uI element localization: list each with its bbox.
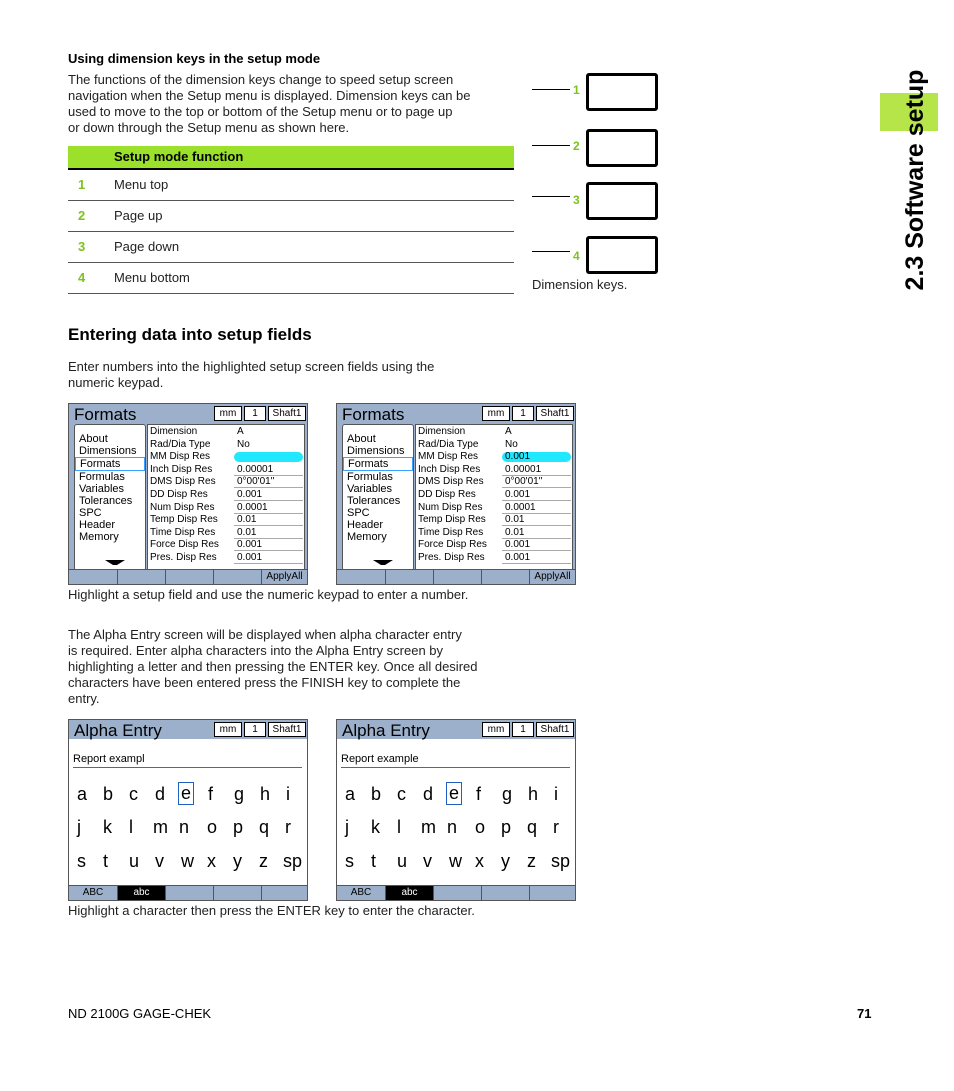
field-label: Force Disp Res (150, 539, 219, 551)
table-header (68, 146, 514, 170)
paragraph-line: is required. Enter alpha characters into the Alpha Entry screen by (68, 643, 444, 658)
paragraph-line: navigation when the Setup menu is displayed. Dimension keys can be (68, 88, 471, 103)
alpha-entry-caption: Highlight a character then press the ENTER key to enter the character. (68, 903, 475, 918)
letter-key[interactable]: v (423, 851, 432, 871)
menu-item[interactable]: Tolerances (347, 495, 401, 507)
key-number: 4 (573, 249, 580, 263)
number-badge: 1 (244, 406, 266, 421)
field-value[interactable]: 0.001 (234, 553, 303, 564)
letter-key[interactable]: m (153, 817, 168, 837)
field-value[interactable]: 0.00001 (234, 465, 303, 476)
number-badge: 1 (512, 406, 534, 421)
key-number: 3 (573, 193, 580, 207)
uppercase-softkey[interactable]: ABC (337, 886, 386, 900)
letter-key-highlighted[interactable]: e (446, 782, 462, 805)
letter-key[interactable]: r (285, 817, 291, 837)
paragraph-line: characters have been entered press the FINISH key to complete the (68, 675, 461, 690)
field-value-highlighted[interactable]: 0.001 (502, 452, 571, 462)
field-label: Num Disp Res (150, 501, 215, 513)
field-label: Pres. Disp Res (418, 551, 485, 563)
screen-title: Alpha Entry (342, 721, 430, 740)
field-value[interactable]: A (237, 426, 244, 437)
field-value-highlighted[interactable] (234, 452, 303, 462)
alpha-text-field[interactable]: Report example (341, 753, 570, 768)
alpha-entry-paragraph (68, 627, 518, 707)
menu-item[interactable]: Formulas (79, 471, 125, 483)
row-function: Page up (114, 208, 163, 223)
letter-key[interactable]: m (421, 817, 436, 837)
field-label: Rad/Dia Type (418, 438, 479, 450)
units-badge: mm (214, 406, 242, 421)
space-key[interactable]: sp (283, 851, 303, 871)
scroll-down-arrow-icon[interactable] (105, 560, 125, 565)
lowercase-softkey[interactable]: abc (386, 886, 434, 900)
letter-key[interactable]: x (207, 851, 216, 871)
key-pointer-line (532, 89, 570, 90)
letter-key[interactable]: a (345, 784, 356, 804)
paragraph-line: entry. (68, 691, 100, 706)
units-badge: mm (482, 406, 510, 421)
menu-item[interactable]: Header (79, 519, 116, 531)
dimension-keys-heading: Using dimension keys in the setup mode (68, 51, 321, 66)
softkey[interactable] (482, 570, 530, 584)
field-label: DD Disp Res (418, 488, 476, 500)
units-badge: mm (214, 722, 242, 737)
menu-item[interactable]: Variables (347, 483, 393, 495)
letter-key[interactable]: z (527, 851, 536, 871)
letter-key[interactable]: o (207, 817, 218, 837)
field-value[interactable]: No (237, 438, 250, 450)
row-number: 3 (78, 239, 86, 254)
apply-all-softkey[interactable]: ApplyAll (534, 571, 571, 582)
softkey[interactable] (166, 570, 214, 584)
letter-key[interactable]: y (233, 851, 242, 871)
row-number: 2 (78, 208, 86, 223)
field-value[interactable]: 0.001 (234, 490, 303, 501)
key-number: 2 (573, 139, 580, 153)
letter-key[interactable]: s (345, 851, 354, 871)
setup-menu (342, 424, 414, 571)
field-value[interactable]: No (505, 438, 518, 450)
setup-menu (74, 424, 146, 571)
footer-doc-title: ND 2100G GAGE-CHEK (68, 1006, 212, 1021)
paragraph-line: The Alpha Entry screen will be displayed when alpha character entry (68, 627, 462, 642)
letter-key[interactable]: s (77, 851, 86, 871)
softkey[interactable] (214, 886, 262, 900)
paragraph-line: numeric keypad. (68, 375, 164, 390)
softkey[interactable] (262, 886, 307, 900)
table-row (68, 170, 514, 201)
letter-key[interactable]: t (103, 851, 109, 871)
shaft-badge: Shaft1 (536, 406, 574, 421)
formats-caption: Highlight a setup field and use the numeric keypad to enter a number. (68, 587, 469, 602)
alpha-entry-screen-right (336, 719, 576, 901)
field-label: MM Disp Res (418, 451, 479, 463)
field-label: Pres. Disp Res (150, 551, 217, 563)
field-label: Dimension (418, 426, 466, 437)
screen-title: Formats (342, 405, 405, 424)
dimension-keys-caption: Dimension keys. (532, 277, 628, 292)
format-fields (147, 424, 305, 571)
letter-key[interactable]: g (234, 784, 245, 804)
softkey[interactable] (434, 886, 482, 900)
menu-item[interactable]: About (79, 433, 108, 445)
field-label: MM Disp Res (150, 451, 211, 463)
field-label: DD Disp Res (150, 488, 208, 500)
softkey[interactable] (337, 570, 386, 584)
letter-key[interactable]: n (447, 817, 458, 837)
units-badge: mm (482, 722, 510, 737)
field-value[interactable]: 0.01 (502, 528, 571, 539)
entering-data-paragraph (68, 359, 518, 391)
alpha-text-field[interactable]: Report exampl (73, 753, 302, 768)
field-value[interactable]: 0.001 (502, 540, 571, 551)
letter-key-highlighted[interactable]: e (178, 782, 194, 805)
letter-key[interactable]: b (371, 784, 382, 804)
letter-key[interactable]: u (129, 851, 140, 871)
menu-item[interactable]: SPC (79, 507, 102, 519)
formats-screen-right (336, 403, 576, 585)
dimension-key-2[interactable] (586, 129, 658, 167)
menu-item[interactable]: Tolerances (79, 495, 133, 507)
field-label: Rad/Dia Type (150, 438, 211, 450)
scroll-down-arrow-icon[interactable] (373, 560, 393, 565)
space-key[interactable]: sp (551, 851, 571, 871)
letter-key[interactable]: j (77, 817, 81, 837)
apply-all-softkey[interactable]: ApplyAll (266, 571, 303, 582)
softkey[interactable] (214, 570, 262, 584)
field-value[interactable]: 0.0001 (502, 503, 571, 514)
menu-item[interactable]: About (347, 433, 376, 445)
letter-key[interactable]: p (233, 817, 244, 837)
menu-item[interactable]: Header (347, 519, 384, 531)
letter-key[interactable]: f (208, 784, 214, 804)
letter-key[interactable]: c (397, 784, 406, 804)
softkey-bar (337, 885, 575, 900)
letter-key[interactable]: q (527, 817, 538, 837)
letter-key[interactable]: k (371, 817, 380, 837)
table-header-label: Setup mode function (114, 149, 244, 164)
letter-key[interactable]: u (397, 851, 408, 871)
letter-key[interactable]: l (129, 817, 133, 837)
paragraph-line: Enter numbers into the highlighted setup screen fields using the (68, 359, 435, 374)
field-label: Temp Disp Res (418, 514, 486, 526)
softkey[interactable] (530, 886, 575, 900)
format-fields (415, 424, 573, 571)
field-label: Dimension (150, 426, 198, 437)
field-value[interactable]: 0.001 (502, 490, 571, 501)
entering-data-heading: Entering data into setup fields (68, 325, 312, 344)
letter-key[interactable]: x (475, 851, 484, 871)
letter-key[interactable]: y (501, 851, 510, 871)
letter-key[interactable]: w (181, 851, 194, 871)
letter-key[interactable]: q (259, 817, 270, 837)
key-pointer-line (532, 251, 570, 252)
alpha-entry-screen-left (68, 719, 308, 901)
screen-title: Alpha Entry (74, 721, 162, 740)
softkey[interactable] (166, 886, 214, 900)
menu-item-selected[interactable]: Formats (75, 457, 145, 471)
menu-item[interactable]: Variables (79, 483, 125, 495)
field-label: DMS Disp Res (418, 476, 484, 488)
number-badge: 1 (244, 722, 266, 737)
field-value[interactable]: 0.001 (502, 553, 571, 564)
letter-key[interactable]: k (103, 817, 112, 837)
field-value[interactable]: 0.001 (234, 540, 303, 551)
field-value[interactable]: 0.01 (234, 528, 303, 539)
letter-key[interactable]: n (179, 817, 190, 837)
menu-item[interactable]: Memory (347, 531, 387, 543)
letter-key[interactable]: f (476, 784, 482, 804)
row-function: Page down (114, 239, 180, 254)
key-pointer-line (532, 145, 570, 146)
row-function: Menu bottom (114, 270, 190, 285)
letter-key[interactable]: l (397, 817, 401, 837)
page-number: 71 (857, 1006, 872, 1021)
letter-key[interactable]: i (286, 784, 290, 804)
letter-key[interactable]: i (554, 784, 558, 804)
letter-key[interactable]: a (77, 784, 88, 804)
letter-key[interactable]: h (528, 784, 539, 804)
paragraph-line: highlighting a letter and then pressing the ENTER key. Once all desired (68, 659, 478, 674)
paragraph-line: used to move to the top or bottom of the Setup menu or to page up (68, 104, 453, 119)
field-label: Time Disp Res (418, 526, 484, 538)
table-row (68, 232, 514, 263)
menu-item[interactable]: Memory (79, 531, 119, 543)
field-label: Inch Disp Res (418, 463, 481, 475)
letter-key[interactable]: r (553, 817, 559, 837)
field-label: Temp Disp Res (150, 514, 218, 526)
field-label: Force Disp Res (418, 539, 487, 551)
formats-screen-left (68, 403, 308, 585)
softkey[interactable] (118, 570, 166, 584)
table-row (68, 201, 514, 232)
uppercase-softkey[interactable]: ABC (69, 886, 118, 900)
softkey-bar (337, 569, 575, 584)
letter-key[interactable]: c (129, 784, 138, 804)
dimension-keys-paragraph (68, 72, 518, 136)
menu-item[interactable]: Formulas (347, 471, 393, 483)
field-value[interactable]: A (505, 426, 512, 437)
letter-key[interactable]: v (155, 851, 164, 871)
row-number: 1 (78, 177, 86, 192)
paragraph-line: The functions of the dimension keys change to speed setup screen (68, 72, 454, 87)
key-number: 1 (573, 83, 580, 97)
softkey-bar (69, 569, 307, 584)
field-label: Num Disp Res (418, 501, 483, 513)
section-side-title: 2.3 Software setup (901, 69, 929, 291)
field-label: DMS Disp Res (150, 476, 216, 488)
table-row (68, 263, 514, 294)
letter-key[interactable]: d (155, 784, 166, 804)
field-label: Time Disp Res (150, 526, 216, 538)
letter-key[interactable]: j (345, 817, 349, 837)
menu-item-selected[interactable]: Formats (343, 457, 413, 471)
screen-title: Formats (74, 405, 137, 424)
row-function: Menu top (114, 177, 169, 192)
dimension-key-3[interactable] (586, 182, 658, 220)
field-value[interactable]: 0.00001 (502, 465, 571, 476)
letter-key[interactable]: p (501, 817, 512, 837)
letter-key[interactable]: h (260, 784, 271, 804)
letter-key[interactable]: z (259, 851, 268, 871)
field-value[interactable]: 0.01 (502, 515, 571, 526)
number-badge: 1 (512, 722, 534, 737)
field-label: Inch Disp Res (150, 463, 213, 475)
softkey[interactable] (434, 570, 482, 584)
field-value[interactable]: 0.01 (234, 515, 303, 526)
field-value[interactable]: 0°00'01" (502, 477, 571, 488)
paragraph-line: or down through the Setup menu as shown here. (68, 120, 350, 135)
lowercase-softkey[interactable]: abc (118, 886, 166, 900)
field-value[interactable]: 0°00'01" (234, 477, 303, 488)
softkey[interactable] (386, 570, 434, 584)
letter-key[interactable]: d (423, 784, 434, 804)
dimension-key-4[interactable] (586, 236, 658, 274)
setup-mode-function-table (68, 146, 514, 294)
softkey[interactable] (69, 570, 118, 584)
dimension-key-1[interactable] (586, 73, 658, 111)
letter-key[interactable]: t (371, 851, 377, 871)
shaft-badge: Shaft1 (268, 722, 306, 737)
softkey-bar (69, 885, 307, 900)
menu-item[interactable]: Dimensions (347, 445, 405, 457)
softkey[interactable] (482, 886, 530, 900)
letter-key[interactable]: g (502, 784, 513, 804)
letter-key[interactable]: b (103, 784, 114, 804)
shaft-badge: Shaft1 (536, 722, 574, 737)
key-pointer-line (532, 196, 570, 197)
field-value[interactable]: 0.0001 (234, 503, 303, 514)
letter-key[interactable]: o (475, 817, 486, 837)
menu-item[interactable]: Dimensions (79, 445, 137, 457)
shaft-badge: Shaft1 (268, 406, 306, 421)
row-number: 4 (78, 270, 86, 285)
letter-key[interactable]: w (449, 851, 462, 871)
menu-item[interactable]: SPC (347, 507, 370, 519)
